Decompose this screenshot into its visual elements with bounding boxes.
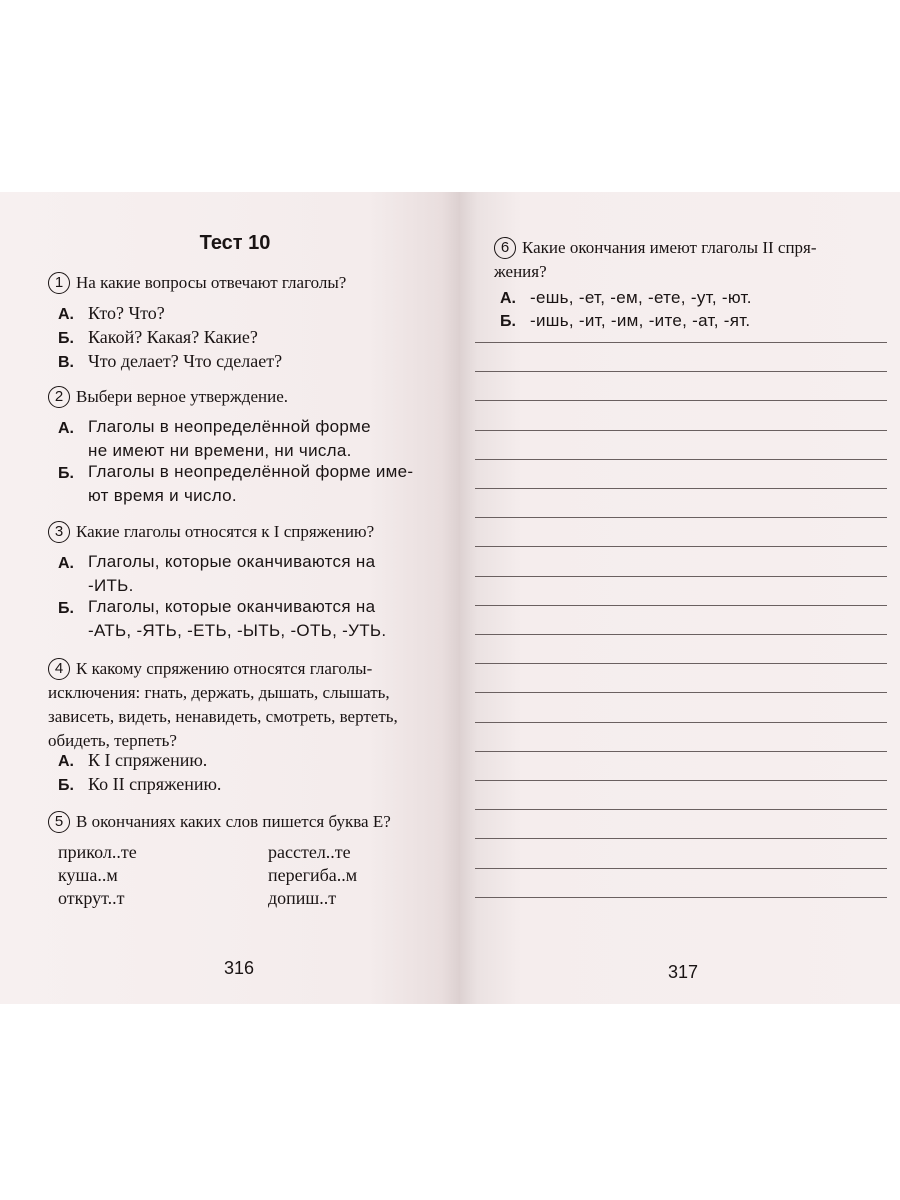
answer-line	[475, 459, 887, 460]
question-4	[48, 656, 458, 753]
question-number: 1	[48, 272, 70, 294]
answer-line	[475, 546, 887, 547]
answer-line	[475, 722, 887, 723]
question-2	[48, 384, 288, 409]
question-number: 5	[48, 811, 70, 833]
question-text-line2: жения?	[494, 262, 547, 282]
answer-line	[475, 868, 887, 869]
q4-option-a: А. К I спряжению.	[58, 750, 208, 770]
answer-line	[475, 634, 887, 635]
answer-line	[475, 430, 887, 431]
q3-option-a: А. Глаголы, которые оканчиваются на -ИТЬ.	[58, 552, 376, 595]
question-number: 2	[48, 386, 70, 408]
page-number: 316	[224, 958, 255, 978]
question-number: 4	[48, 658, 70, 680]
question-text-line1: К какому спряжению относятся глаголы-	[76, 659, 373, 679]
question-text-line4: обидеть, терпеть?	[48, 731, 177, 751]
question-3	[48, 519, 374, 544]
word-item: куша..м	[58, 865, 118, 885]
question-text-line3: зависеть, видеть, ненавидеть, смотреть, вертеть,	[48, 707, 398, 727]
answer-line	[475, 576, 887, 577]
q3-option-b: Б. Глаголы, которые оканчиваются на -АТЬ, -ЯТЬ, -ЕТЬ, -ЫТЬ, -ОТЬ, -УТЬ.	[58, 597, 387, 640]
question-text: В окончаниях каких слов пишется буква Е?	[76, 812, 391, 832]
test-title: Тест 10	[199, 232, 271, 254]
left-page	[0, 192, 460, 1004]
answer-line	[475, 838, 887, 839]
q1-option-a: А. Кто? Что?	[58, 303, 165, 323]
answer-line	[475, 488, 887, 489]
answer-line	[475, 605, 887, 606]
question-number: 3	[48, 521, 70, 543]
question-text-line1: Какие окончания имеют глаголы II спря-	[522, 238, 817, 258]
q4-option-b: Б. Ко II спряжению.	[58, 774, 222, 794]
page-number: 317	[668, 962, 699, 982]
word-item: перегиба..м	[268, 865, 358, 885]
q2-option-a: А. Глаголы в неопределённой форме не имеют ни времени, ни числа.	[58, 417, 371, 460]
answer-line	[475, 663, 887, 664]
q1-option-b: Б. Какой? Какая? Какие?	[58, 327, 258, 347]
right-page	[460, 192, 900, 1004]
word-item: расстел..те	[268, 842, 351, 862]
q6-option-a: А. -ешь, -ет, -ем, -ете, -ут, -ют.	[500, 288, 752, 307]
word-item: допиш..т	[268, 888, 337, 908]
answer-line	[475, 897, 887, 898]
answer-line	[475, 400, 887, 401]
q2-option-b: Б. Глаголы в неопределённой форме име- ют время и число.	[58, 462, 414, 505]
question-1	[48, 270, 346, 295]
q1-option-c: В. Что делает? Что сделает?	[58, 351, 283, 371]
question-text: На какие вопросы отвечают глаголы?	[76, 273, 347, 293]
book-spread	[0, 192, 900, 1004]
answer-line	[475, 751, 887, 752]
question-text-line2: исключения: гнать, держать, дышать, слышать,	[48, 683, 390, 703]
answer-line	[475, 809, 887, 810]
word-item: открут..т	[58, 888, 125, 908]
answer-line	[475, 692, 887, 693]
question-text: Выбери верное утверждение.	[76, 387, 288, 407]
answer-line	[475, 517, 887, 518]
word-item: прикол..те	[58, 842, 137, 862]
question-6	[494, 235, 894, 284]
question-text: Какие глаголы относятся к I спряжению?	[76, 522, 375, 542]
answer-line	[475, 780, 887, 781]
question-5	[48, 809, 391, 834]
answer-line	[475, 342, 887, 343]
answer-line	[475, 371, 887, 372]
q6-option-b: Б. -ишь, -ит, -им, -ите, -ат, -ят.	[500, 311, 751, 330]
question-number: 6	[494, 237, 516, 259]
